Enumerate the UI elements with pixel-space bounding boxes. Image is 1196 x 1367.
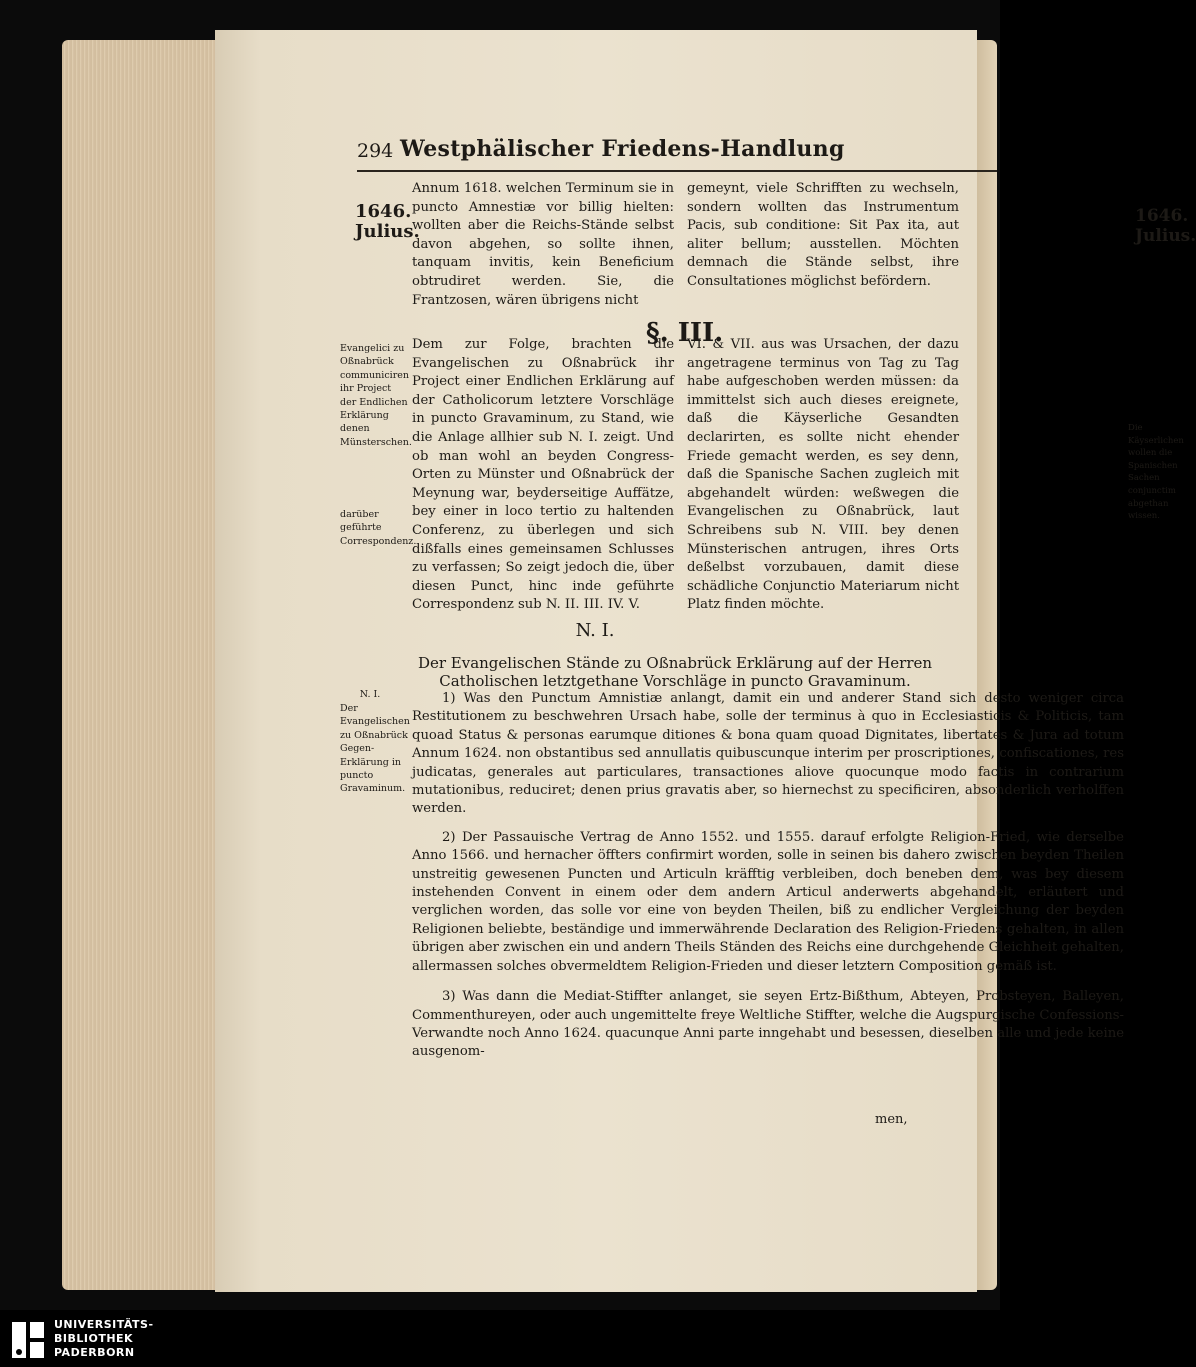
top-right-paragraph: gemeynt, viele Schrifften zu wechseln, sondern wollten das Instrumentum Pacis, sub conditione: Sit Pax ita, aut aliter bellum; ausstellen. Möchten demnach die Stände selbst, ihre Consultationes möglichst befördern. [687, 181, 959, 289]
catchword: men, [875, 1112, 908, 1127]
month-right-value: Julius. [1135, 226, 1196, 246]
library-line-1: UNIVERSITÄTS- [54, 1318, 154, 1331]
library-name [54, 1318, 154, 1360]
margin-note-right: Die Käyserlichen wollen die Spanischen Sachen conjunctim abgethan wissen. [1128, 423, 1184, 522]
month-left-value: Julius. [355, 221, 420, 242]
book-page [215, 30, 1196, 1292]
year-left [355, 202, 420, 242]
section-text-right [687, 336, 959, 615]
margin-note-2: darüber geführte Correspondenz. [340, 509, 417, 547]
book-page-edges [62, 40, 222, 1290]
header-rule [357, 170, 997, 172]
library-line-3: PADERBORN [54, 1346, 135, 1359]
document-heading: Der Evangelischen Stände zu Oßnabrück Erklärung auf der Herren Catholischen letztgethane Vorschläge in puncto Gravaminum. [417, 654, 933, 690]
running-title: Westphälischer Friedens-Handlung [400, 136, 845, 162]
section-title: §. III. [646, 318, 724, 348]
margin-note-1: Evangelici zu Oßnabrück communiciren ihr Project der Endlichen Erklärung denen Münsterschen. [340, 343, 412, 448]
paragraph-1: 1) Was den Punctum Amnistiæ anlangt, damit ein und anderer Stand sich desto weniger circa Restitutionem zu beschwehren Ursach habe, solle der terminus à quo in Ecclesiasticis & Politicis, tam quoad Status & personas earumque ditiones & bona quam quoad Dignitates, libertates & Jura ad totum Annum 1624. non obstantibus sed annullatis quibuscunque interim per proscriptiones, confiscationes, res judicatas, generales aut particulares, transactiones aliove quocunque modo factis in contrarium mutationibus, reduciret; denen prius gravatis aber, so hiernechst zu specificiren, absonderlich verholffen werden. [412, 691, 1124, 817]
year-right-value: 1646. [1135, 206, 1189, 226]
year-left-value: 1646. [355, 201, 412, 222]
top-left-paragraph: Annum 1618. welchen Terminum sie in puncto Amnestiæ vor billig hielten: wollten aber die Reichs-Stände selbst davon abgehen, so sollte ihnen, tanquam invitis, kein Beneficium obtrudiret werden. Sie, die Frantzosen, wären übrigens nicht [412, 181, 674, 308]
book-right-edge [975, 40, 997, 1290]
section-right-paragraph: VI. & VII. aus was Ursachen, der dazu angetragene terminus von Tag zu Tag habe aufgeschoben werden müssen: da immittelst sich auch dieses ereignete, daß die Käyserliche Gesandten declarirten, es sollte nicht ehender Friede gemacht werden, es sey denn, daß die Spanische Sachen zugleich mit abgehandelt würden: weßwegen die Evangelischen zu Oßnabrück, laut Schreibens sub N. VIII. bey denen Münsterischen antrugen, ihres Orts deßelbst vorzubauen, damit diese schädliche Conjunctio Materiarum nicht Platz finden möchte. [687, 337, 959, 613]
margin-note-3: Der Evangelischen zu Oßnabrück Gegen-Erklärung in puncto Gravaminum. [340, 703, 410, 795]
document-label: N. I. [575, 620, 615, 641]
top-text-left [412, 180, 674, 310]
year-right [1135, 206, 1196, 246]
margin-note-3-title: N. I. [359, 689, 381, 700]
paragraph-2: 2) Der Passauische Vertrag de Anno 1552. und 1555. darauf erfolgte Religion-Fried, wie derselbe Anno 1566. und hernacher öffters confirmirt worden, solle in seinen bis dahero zwischen beyden Theilen unstreitig gewesenen Puncten und Articuln kräfftig verbleiben, doch beneben dem, was bey diesem instehenden Convent in einem oder dem andern Articul anderwerts abgehandelt, erläutert und verglichen worden, das solle vor eine von beyden Theilen, biß zu endlicher Vergleichung der beyden Religionen beliebte, beständige und immerwährende Declaration des Religion-Friedens gehalten, in allen übrigen aber zwischen ein und andern Theils Ständen des Reichs eine durchgehende Gleichheit gehalten, allermassen solches obvermeldtem Religion-Frieden und dieser letztern Composition gemäß ist. [412, 829, 1124, 974]
document-body [412, 690, 1124, 1062]
library-logo-icon [10, 1320, 46, 1360]
library-line-2: BIBLIOTHEK [54, 1332, 134, 1345]
section-text-left [412, 336, 674, 615]
page-number: 294 [357, 140, 394, 162]
paragraph-3: 3) Was dann die Mediat-Stiffter anlanget, sie seyen Ertz-Bißthum, Abteyen, Probsteyen, Balleyen, Commenthureyen, oder auch ungemittelte freye Weltliche Stiffter, welche die Augspurgische Confessions-Verwandte noch Anno 1624. quacunque Anni parte inngehabt und besessen, dieselben alle und jede keine ausgenom- [412, 989, 1124, 1060]
top-text-right [687, 180, 959, 292]
section-left-paragraph: Dem zur Folge, brachten die Evangelischen zu Oßnabrück ihr Project einer Endlichen Erklärung auf der Catholicorum letztere Vorschläge in puncto Gravaminum, zu Stand, wie die Anlage allhier sub N. I. zeigt. Und ob man wohl an beyden Congress-Orten zu Münster und Oßnabrück der Meynung war, beyderseitige Auffätze, bey einer in loco tertio zu haltenden Conferenz, zu überlegen und sich dißfalls eines gemeinsamen Schlusses zu verfassen; So zeigt jedoch die, über diesen Punct, hinc inde geführte Correspondenz sub N. II. III. IV. V. [412, 337, 674, 613]
